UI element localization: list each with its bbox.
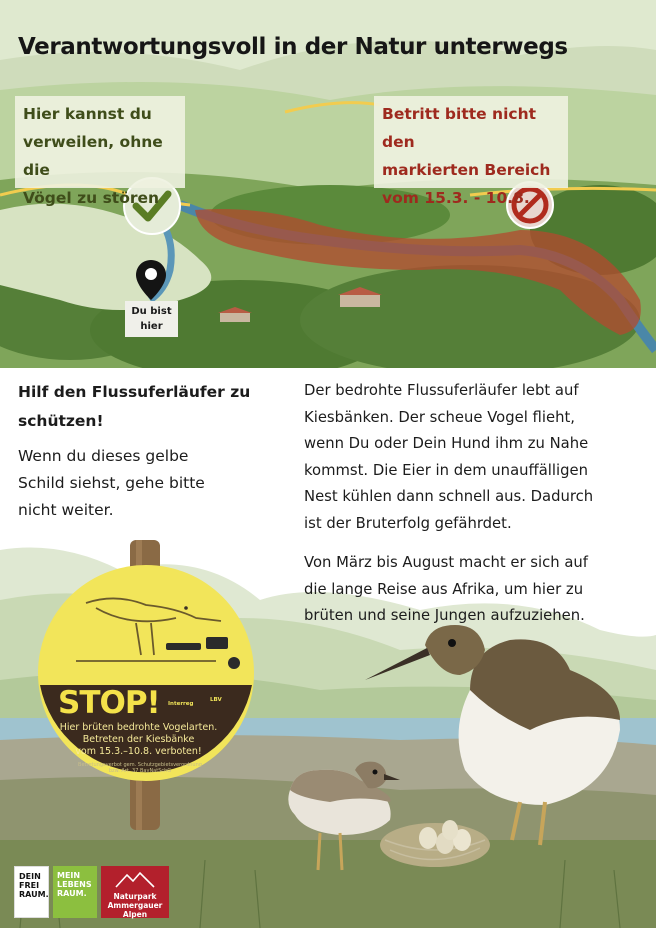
sign-legal-line: bzw. Art. 37 BayNatSchG bbox=[108, 768, 172, 774]
you-are-here-line: hier bbox=[140, 321, 163, 332]
heading-line: Hilf den Flussuferläufer zu bbox=[18, 383, 251, 401]
instruction-line: Schild siehst, gehe bitte bbox=[18, 474, 205, 492]
logo-line: Ammergauer Alpen bbox=[107, 901, 163, 919]
sign-stop-label: STOP! bbox=[58, 685, 160, 721]
instruction-line: nicht weiter. bbox=[18, 501, 114, 519]
info-line: Kiesbänken. Der scheue Vogel flieht, bbox=[304, 408, 575, 426]
callout-allowed-area bbox=[15, 96, 185, 207]
logo-line: DEIN bbox=[19, 872, 41, 881]
callout-allowed-line: Vögel zu stören bbox=[23, 189, 160, 207]
sign-legal-line: Betretungsverbot gem. Schutzgebietsverordnung bbox=[78, 762, 202, 768]
sign-badge-interreg: Interreg bbox=[168, 701, 194, 707]
info-line: die lange Reise aus Afrika, um hier zu bbox=[304, 580, 584, 598]
callout-forbidden-line: Betritt bitte nicht den bbox=[382, 105, 537, 151]
sign-subtitle-line: Betreten der Kiesbänke bbox=[82, 734, 195, 745]
bird-info-text bbox=[304, 378, 640, 643]
logo-line: RAUM. bbox=[57, 889, 87, 898]
logo-line: LEBENS bbox=[57, 880, 92, 889]
logo-line: Naturpark bbox=[113, 892, 157, 901]
sign-badge-lbv: LBV bbox=[210, 697, 222, 703]
info-line: kommst. Die Eier in dem unauffälligen bbox=[304, 461, 588, 479]
info-line: ist der Bruterfolg gefährdet. bbox=[304, 514, 512, 532]
callout-forbidden-line: markierten Bereich bbox=[382, 161, 551, 179]
logo-line: FREI bbox=[19, 881, 40, 890]
info-line: brüten und seine Jungen aufzuziehen. bbox=[304, 607, 585, 624]
sign-instruction-text bbox=[18, 443, 243, 524]
location-pin-icon bbox=[134, 258, 168, 302]
info-paragraph bbox=[304, 550, 640, 630]
instruction-line: Wenn du dieses gelbe bbox=[18, 447, 189, 465]
info-paragraph bbox=[304, 378, 640, 537]
callout-allowed-line: verweilen, ohne die bbox=[23, 133, 163, 179]
sign-subtitle-line: vom 15.3.–10.8. verboten! bbox=[75, 746, 202, 757]
logo-dein-frei-raum bbox=[14, 866, 49, 918]
callout-forbidden-area bbox=[374, 96, 568, 207]
info-line: Von März bis August macht er sich auf bbox=[304, 554, 588, 571]
section-heading bbox=[18, 378, 268, 436]
sign-subtitle-line: Hier brüten bedrohte Vogelarten. bbox=[59, 722, 218, 733]
callout-forbidden-line: vom 15.3. - 10.8. bbox=[382, 189, 530, 207]
logo-naturpark-ammergauer-alpen bbox=[101, 866, 169, 918]
info-line: Nest kühlen dann schnell aus. Dadurch bbox=[304, 488, 594, 505]
sign-subtitle bbox=[56, 722, 221, 758]
sign-legal-text bbox=[70, 762, 210, 774]
heading-line: schützen! bbox=[18, 412, 104, 430]
page-title: Verantwortungsvoll in der Natur unterwegs bbox=[18, 34, 568, 60]
logo-line: MEIN bbox=[57, 871, 81, 880]
you-are-here-line: Du bist bbox=[131, 306, 172, 317]
callout-allowed-line: Hier kannst du bbox=[23, 105, 152, 123]
logo-line: RAUM. bbox=[19, 890, 49, 899]
info-line: Der bedrohte Flussuferläufer lebt auf bbox=[304, 382, 579, 399]
you-are-here-label bbox=[125, 301, 178, 337]
logo-mein-lebens-raum bbox=[53, 866, 97, 918]
mountain-icon bbox=[115, 871, 155, 889]
info-line: wenn Du oder Dein Hund ihm zu Nahe bbox=[304, 435, 589, 452]
